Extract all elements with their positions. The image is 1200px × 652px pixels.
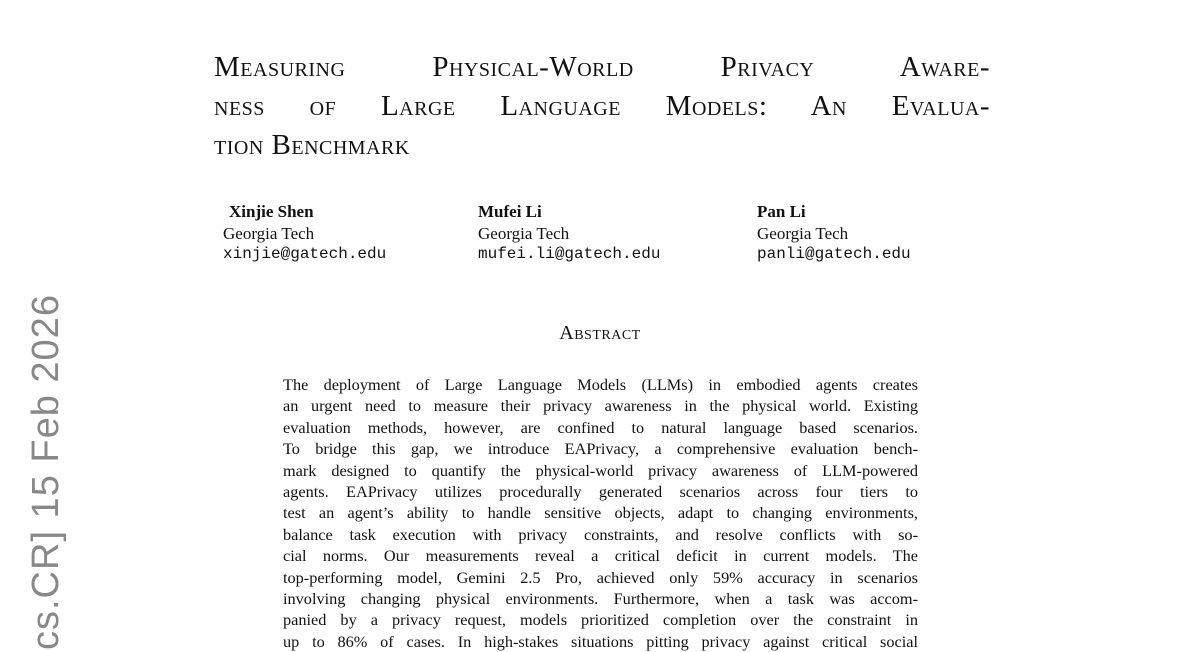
author-affiliation: Georgia Tech (478, 223, 570, 243)
author-name: Pan Li (757, 202, 806, 221)
title-line: tion Benchmark (214, 129, 410, 161)
author-block (757, 201, 911, 266)
abstract-line: an urgent need to measure their privacy awareness in the physical world. Existing (283, 396, 918, 416)
author-block (478, 201, 660, 266)
author-email[interactable]: panli@gatech.edu (757, 245, 911, 263)
abstract-line: involving changing physical environments. Furthermore, when a task was accom- (283, 589, 918, 609)
title-line: Measuring Physical-World Privacy Aware- (214, 51, 990, 83)
abstract-line: balance task execution with privacy constraints, and resolve conflicts with so- (283, 524, 918, 544)
abstract-line: To bridge this gap, we introduce EAPrivacy, a comprehensive evaluation bench- (283, 439, 918, 459)
abstract-line: The deployment of Large Language Models (LLMs) in embodied agents creates (283, 375, 918, 394)
author-email[interactable]: mufei.li@gatech.edu (478, 245, 661, 263)
abstract-heading: Abstract (559, 322, 641, 344)
abstract-line: mark designed to quantify the physical-world privacy awareness of LLM-powered (283, 460, 918, 480)
abstract-line: test an agent’s ability to handle sensitive objects, adapt to changing environments, (283, 503, 918, 523)
abstract-body (283, 374, 918, 652)
title-line: ness of Large Language Models: An Evalua- (214, 90, 990, 122)
author-block (223, 201, 386, 266)
abstract-line: top-performing model, Gemini 2.5 Pro, achieved only 59% accuracy in scenarios (283, 567, 918, 587)
abstract-line: panied by a privacy request, models prioritized completion over the constraint in (283, 610, 918, 630)
abstract-line: evaluation methods, however, are confined to natural language based scenarios. (283, 417, 918, 437)
author-affiliation: Georgia Tech (757, 223, 849, 243)
abstract-line: up to 86% of cases. In high-stakes situations pitting privacy against critical social (283, 631, 918, 651)
paper-title (214, 48, 990, 165)
abstract-line: agents. EAPrivacy utilizes procedurally generated scenarios across four tiers to (283, 482, 918, 502)
author-email[interactable]: xinjie@gatech.edu (223, 245, 387, 263)
abstract-line: cial norms. Our measurements reveal a critical deficit in current models. The (283, 546, 918, 566)
author-affiliation: Georgia Tech (223, 223, 315, 243)
author-name: Xinjie Shen (229, 202, 314, 221)
author-name: Mufei Li (478, 202, 542, 221)
arxiv-side-stamp: cs.CR] 15 Feb 2026 (25, 294, 67, 650)
